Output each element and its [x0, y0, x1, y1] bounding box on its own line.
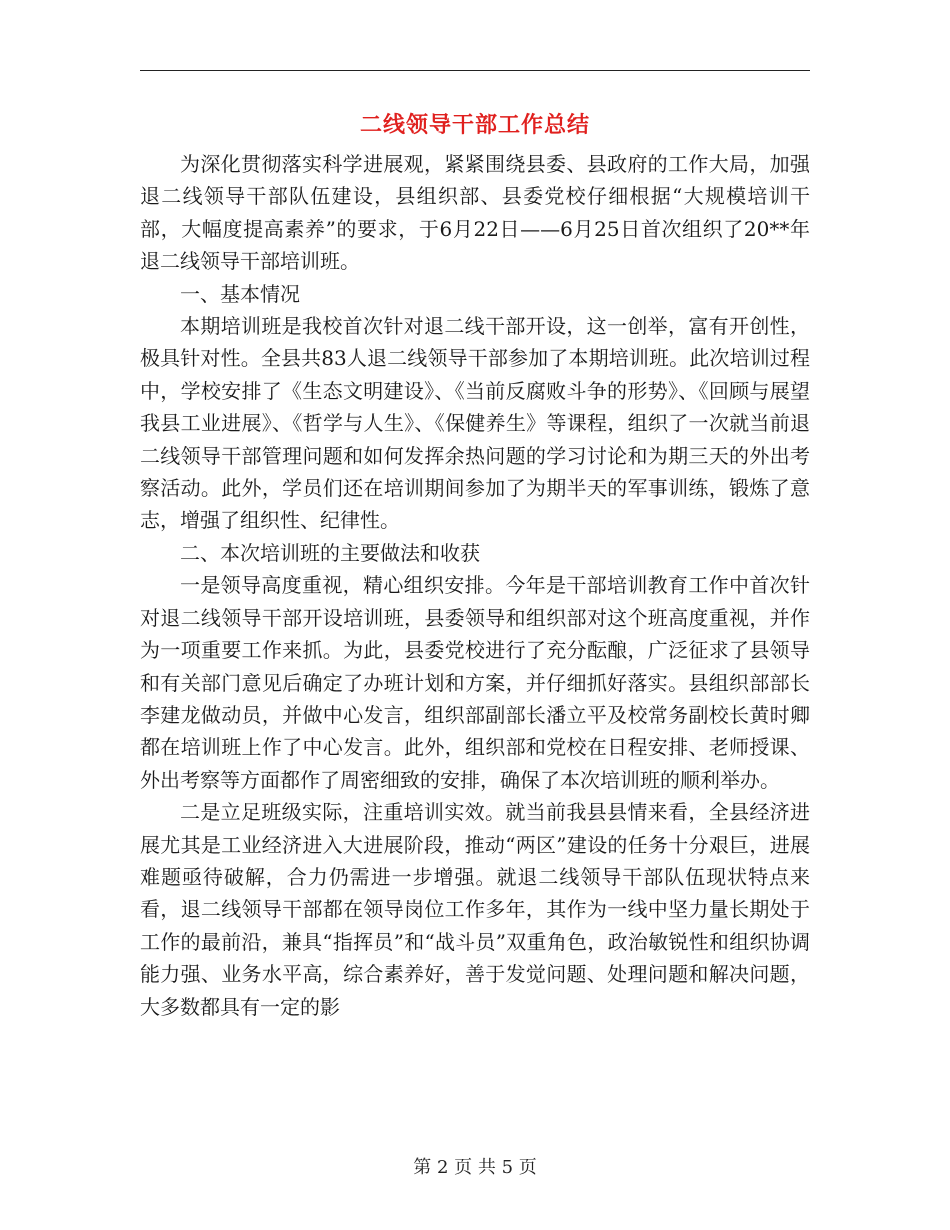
page-number: 第 2 页 共 5 页	[413, 1157, 537, 1178]
section-heading-basic-situation: 一、基本情况	[180, 281, 300, 306]
paragraph-intro: 为深化贯彻落实科学进展观，紧紧围绕县委、县政府的工作大局，加强退二线领导干部队伍建设，县组织部、县委党校仔细根据“大规模培训干部，大幅度提高素养”的要求，于6月22日——6月25日首次组织了20**年退二线领导干部培训班。	[140, 152, 810, 274]
paragraph-practice-one: 一是领导高度重视，精心组织安排。今年是干部培训教育工作中首次针对退二线领导干部开设培训班，县委领导和组织部对这个班高度重视，并作为一项重要工作来抓。为此，县委党校进行了充分酝酿，广泛征求了县领导和有关部门意见后确定了办班计划和方案，并仔细抓好落实。县组织部部长李建龙做动员，并做中心发言，组织部副部长潘立平及校常务副校长黄时卿都在培训班上作了中心发言。此外，组织部和党校在日程安排、老师授课、外出考察等方面都作了周密细致的安排，确保了本次培训班的顺利举办。	[140, 573, 810, 792]
section-heading-practices: 二、本次培训班的主要做法和收获	[180, 540, 480, 565]
document-body	[140, 148, 810, 1023]
paragraph-practice-two: 二是立足班级实际，注重培训实效。就当前我县县情来看，全县经济进展尤其是工业经济进入大进展阶段，推动“两区”建设的任务十分艰巨，进展难题亟待破解，合力仍需进一步增强。就退二线领导干部队伍现状特点来看，退二线领导干部都在领导岗位工作多年，其作为一线中坚力量长期处于工作的最前沿，兼具“指挥员”和“战斗员”双重角色，政治敏锐性和组织协调能力强、业务水平高，综合素养好，善于发觉问题、处理问题和解决问题，大多数都具有一定的影	[140, 800, 810, 1019]
document-title: 二线领导干部工作总结	[359, 112, 590, 138]
paragraph-basic-situation: 本期培训班是我校首次针对退二线干部开设，这一创举，富有开创性，极具针对性。全县共83人退二线领导干部参加了本期培训班。此次培训过程中，学校安排了《生态文明建设》、《当前反腐败斗争的形势》、《回顾与展望我县工业进展》、《哲学与人生》、《保健养生》等课程，组织了一次就当前退二线领导干部管理问题和如何发挥余热问题的学习讨论和为期三天的外出考察活动。此外，学员们还在培训期间参加了为期半天的军事训练，锻炼了意志，增强了组织性、纪律性。	[140, 314, 810, 533]
header-rule	[140, 70, 810, 71]
